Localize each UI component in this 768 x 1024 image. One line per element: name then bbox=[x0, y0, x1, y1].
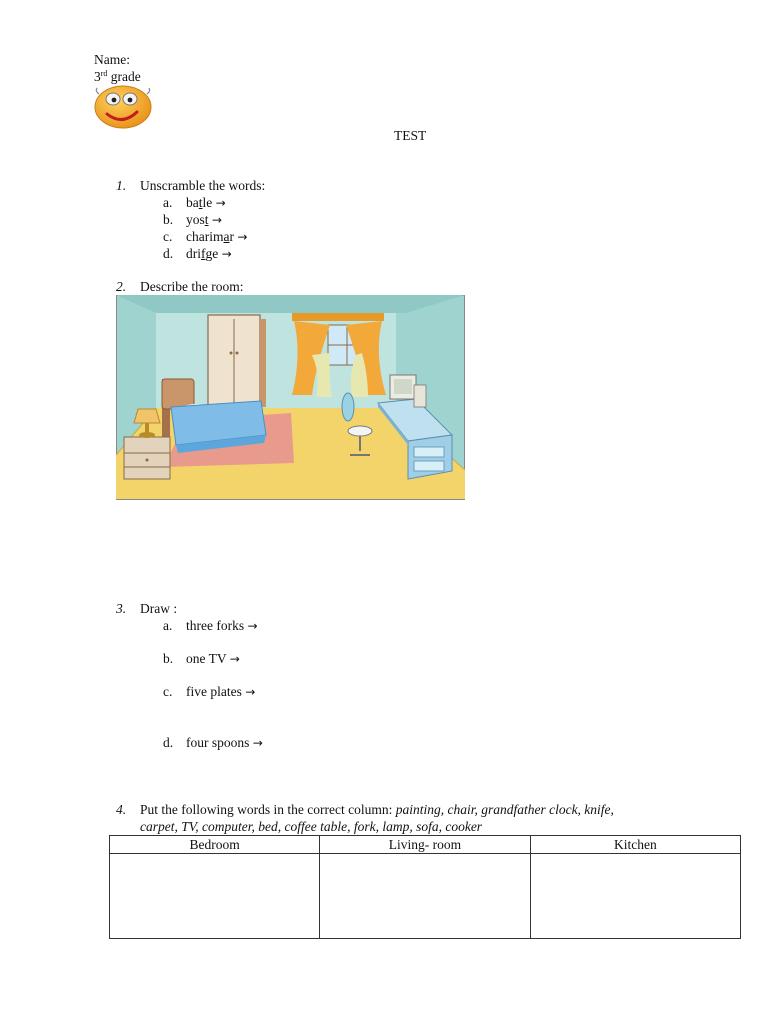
column-header-living-room: Living- room bbox=[320, 836, 530, 854]
q3-item-c-letter: c. bbox=[163, 684, 173, 699]
q3-item-a: three forks → bbox=[186, 618, 258, 633]
q3-item-d: four spoons → bbox=[186, 735, 263, 750]
q3-item-d-letter: d. bbox=[163, 735, 174, 750]
sorting-table bbox=[109, 835, 741, 939]
q3-item-b: one TV → bbox=[186, 651, 240, 666]
answer-cell-kitchen[interactable] bbox=[530, 854, 740, 939]
q1-item-c-letter: c. bbox=[163, 229, 173, 244]
answer-cell-bedroom[interactable] bbox=[110, 854, 320, 939]
nightstand-icon bbox=[124, 437, 170, 479]
q3-prompt: Draw : bbox=[140, 601, 178, 616]
q1-item-d: drifge → bbox=[186, 246, 232, 261]
q4-number: 4. bbox=[116, 802, 127, 817]
q3-item-c: five plates → bbox=[186, 684, 256, 699]
q3-item-b-letter: b. bbox=[163, 651, 174, 666]
q3-number: 3. bbox=[116, 601, 127, 616]
q4-words-line1: painting, chair, grandfather clock, knife, bbox=[395, 802, 614, 817]
q1-item-a: batle → bbox=[186, 195, 226, 210]
test-title: TEST bbox=[394, 128, 427, 143]
table-row bbox=[110, 854, 741, 939]
q3-item-a-letter: a. bbox=[163, 618, 173, 633]
q4-prompt: Put the following words in the correct column: painting, chair, grandfather clock, knife, bbox=[140, 802, 614, 817]
grade-label: 3rd grade bbox=[94, 69, 141, 84]
column-header-bedroom: Bedroom bbox=[110, 836, 320, 854]
table-header-row bbox=[110, 836, 741, 854]
name-label: Name: bbox=[94, 52, 130, 67]
q1-item-b-letter: b. bbox=[163, 212, 174, 227]
q4-words-line2: carpet, TV, computer, bed, coffee table, fork, lamp, sofa, cooker bbox=[140, 819, 483, 834]
column-header-kitchen: Kitchen bbox=[530, 836, 740, 854]
q1-item-d-letter: d. bbox=[163, 246, 174, 261]
q1-item-b: yost → bbox=[186, 212, 222, 227]
q1-prompt: Unscramble the words: bbox=[140, 178, 266, 193]
wardrobe-icon bbox=[208, 315, 266, 407]
q2-number: 2. bbox=[116, 279, 127, 294]
smiley-face-icon bbox=[92, 82, 154, 132]
q2-prompt: Describe the room: bbox=[140, 279, 244, 294]
q1-number: 1. bbox=[116, 178, 127, 193]
q1-item-c: charimar → bbox=[186, 229, 248, 244]
answer-cell-living-room[interactable] bbox=[320, 854, 530, 939]
bedroom-illustration bbox=[116, 295, 465, 500]
q1-item-a-letter: a. bbox=[163, 195, 173, 210]
